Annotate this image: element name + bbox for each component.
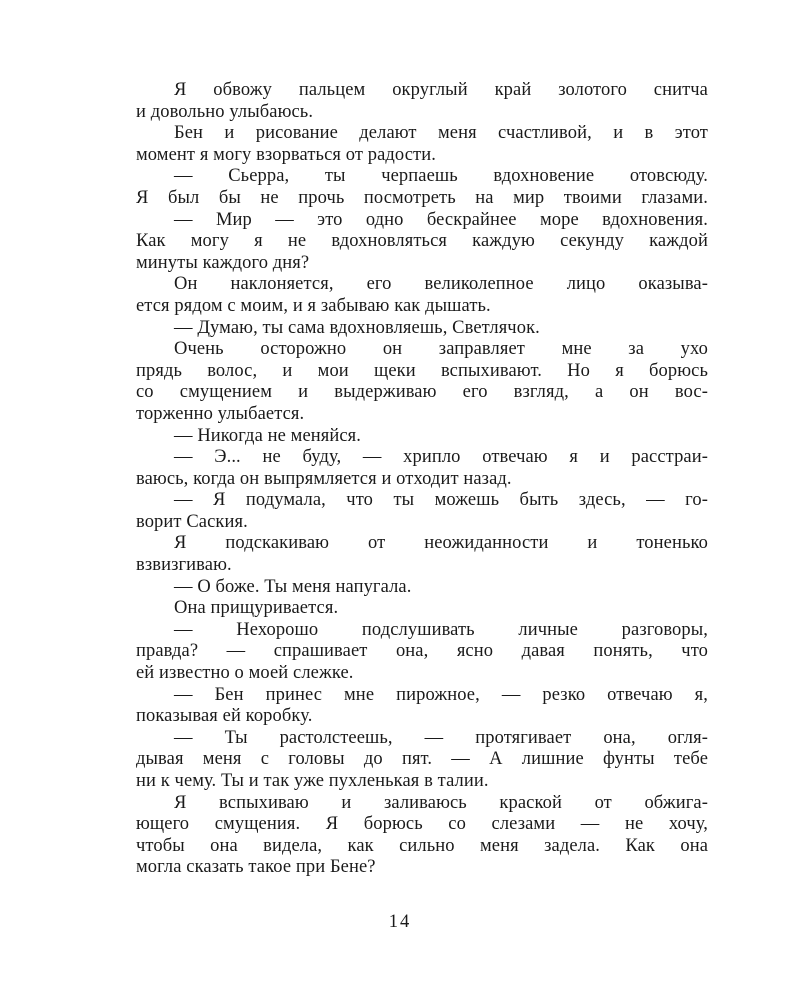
text-line: и довольно улыбаюсь. (136, 101, 314, 122)
text-line: ей известно о моей слежке. (136, 663, 354, 684)
text-line: Бен и рисование делают меня счастливой, и в этот (174, 123, 708, 144)
text-line: ворит Саския. (136, 511, 248, 532)
text-line: — Ты растолстеешь, — протягивает она, огля- (174, 727, 708, 748)
text-line: правда? — спрашивает она, ясно давая понять, что (136, 641, 708, 662)
text-line: — Нехорошо подслушивать личные разговоры, (174, 619, 708, 640)
text-line: ющего смущения. Я борюсь со слезами — не хочу, (136, 814, 708, 835)
text-line: Я был бы не прочь посмотреть на мир твоими глазами. (136, 187, 708, 208)
text-line: — Думаю, ты сама вдохновляешь, Светлячок. (174, 317, 540, 338)
text-line: прядь волос, и мои щеки вспыхивают. Но я борюсь (136, 360, 708, 381)
text-line: — Никогда не меняйся. (174, 425, 362, 446)
text-line: — Я подумала, что ты можешь быть здесь, — го- (174, 490, 708, 511)
text-line: взвизгиваю. (136, 555, 232, 576)
text-line: торженно улыбается. (136, 403, 305, 424)
text-line: могла сказать такое при Бене? (136, 857, 376, 878)
text-line: дывая меня с головы до пят. — А лишние фунты тебе (136, 749, 708, 770)
text-line: ваюсь, когда он выпрямляется и отходит назад. (136, 468, 512, 489)
text-line: показывая ей коробку. (136, 706, 313, 727)
text-line: — Бен принес мне пирожное, — резко отвечаю я, (174, 684, 708, 705)
text-line: Я вспыхиваю и заливаюсь краской от обжига- (174, 792, 708, 813)
text-line: Как могу я не вдохновляться каждую секунду каждой (136, 231, 708, 252)
text-line: Она прищуривается. (174, 598, 339, 619)
text-line: ется рядом с моим, и я забываю как дышать. (136, 295, 491, 316)
text-line: — Мир — это одно бескрайнее море вдохновения. (174, 209, 708, 230)
text-line: — Э... не буду, — хрипло отвечаю я и расстраи- (174, 447, 708, 468)
text-line: — О боже. Ты меня напугала. (174, 576, 412, 597)
text-line: Он наклоняется, его великолепное лицо оказыва- (174, 274, 708, 295)
text-line: минуты каждого дня? (136, 252, 310, 273)
text-line: Очень осторожно он заправляет мне за ухо (174, 339, 708, 360)
text-line: чтобы она видела, как сильно меня задела. Как она (136, 835, 708, 856)
text-line: Я подскакиваю от неожиданности и тоненько (174, 533, 708, 554)
text-line: момент я могу взорваться от радости. (136, 144, 436, 165)
text-line: ни к чему. Ты и так уже пухленькая в талии. (136, 771, 489, 791)
text-line: — Сьерра, ты черпаешь вдохновение отовсюду. (174, 166, 708, 187)
text-line: Я обвожу пальцем округлый край золотого снитча (174, 80, 708, 100)
page-number: 14 (388, 912, 412, 932)
text-line: со смущением и выдерживаю его взгляд, а он вос- (136, 382, 708, 403)
page-body-text (136, 80, 708, 879)
